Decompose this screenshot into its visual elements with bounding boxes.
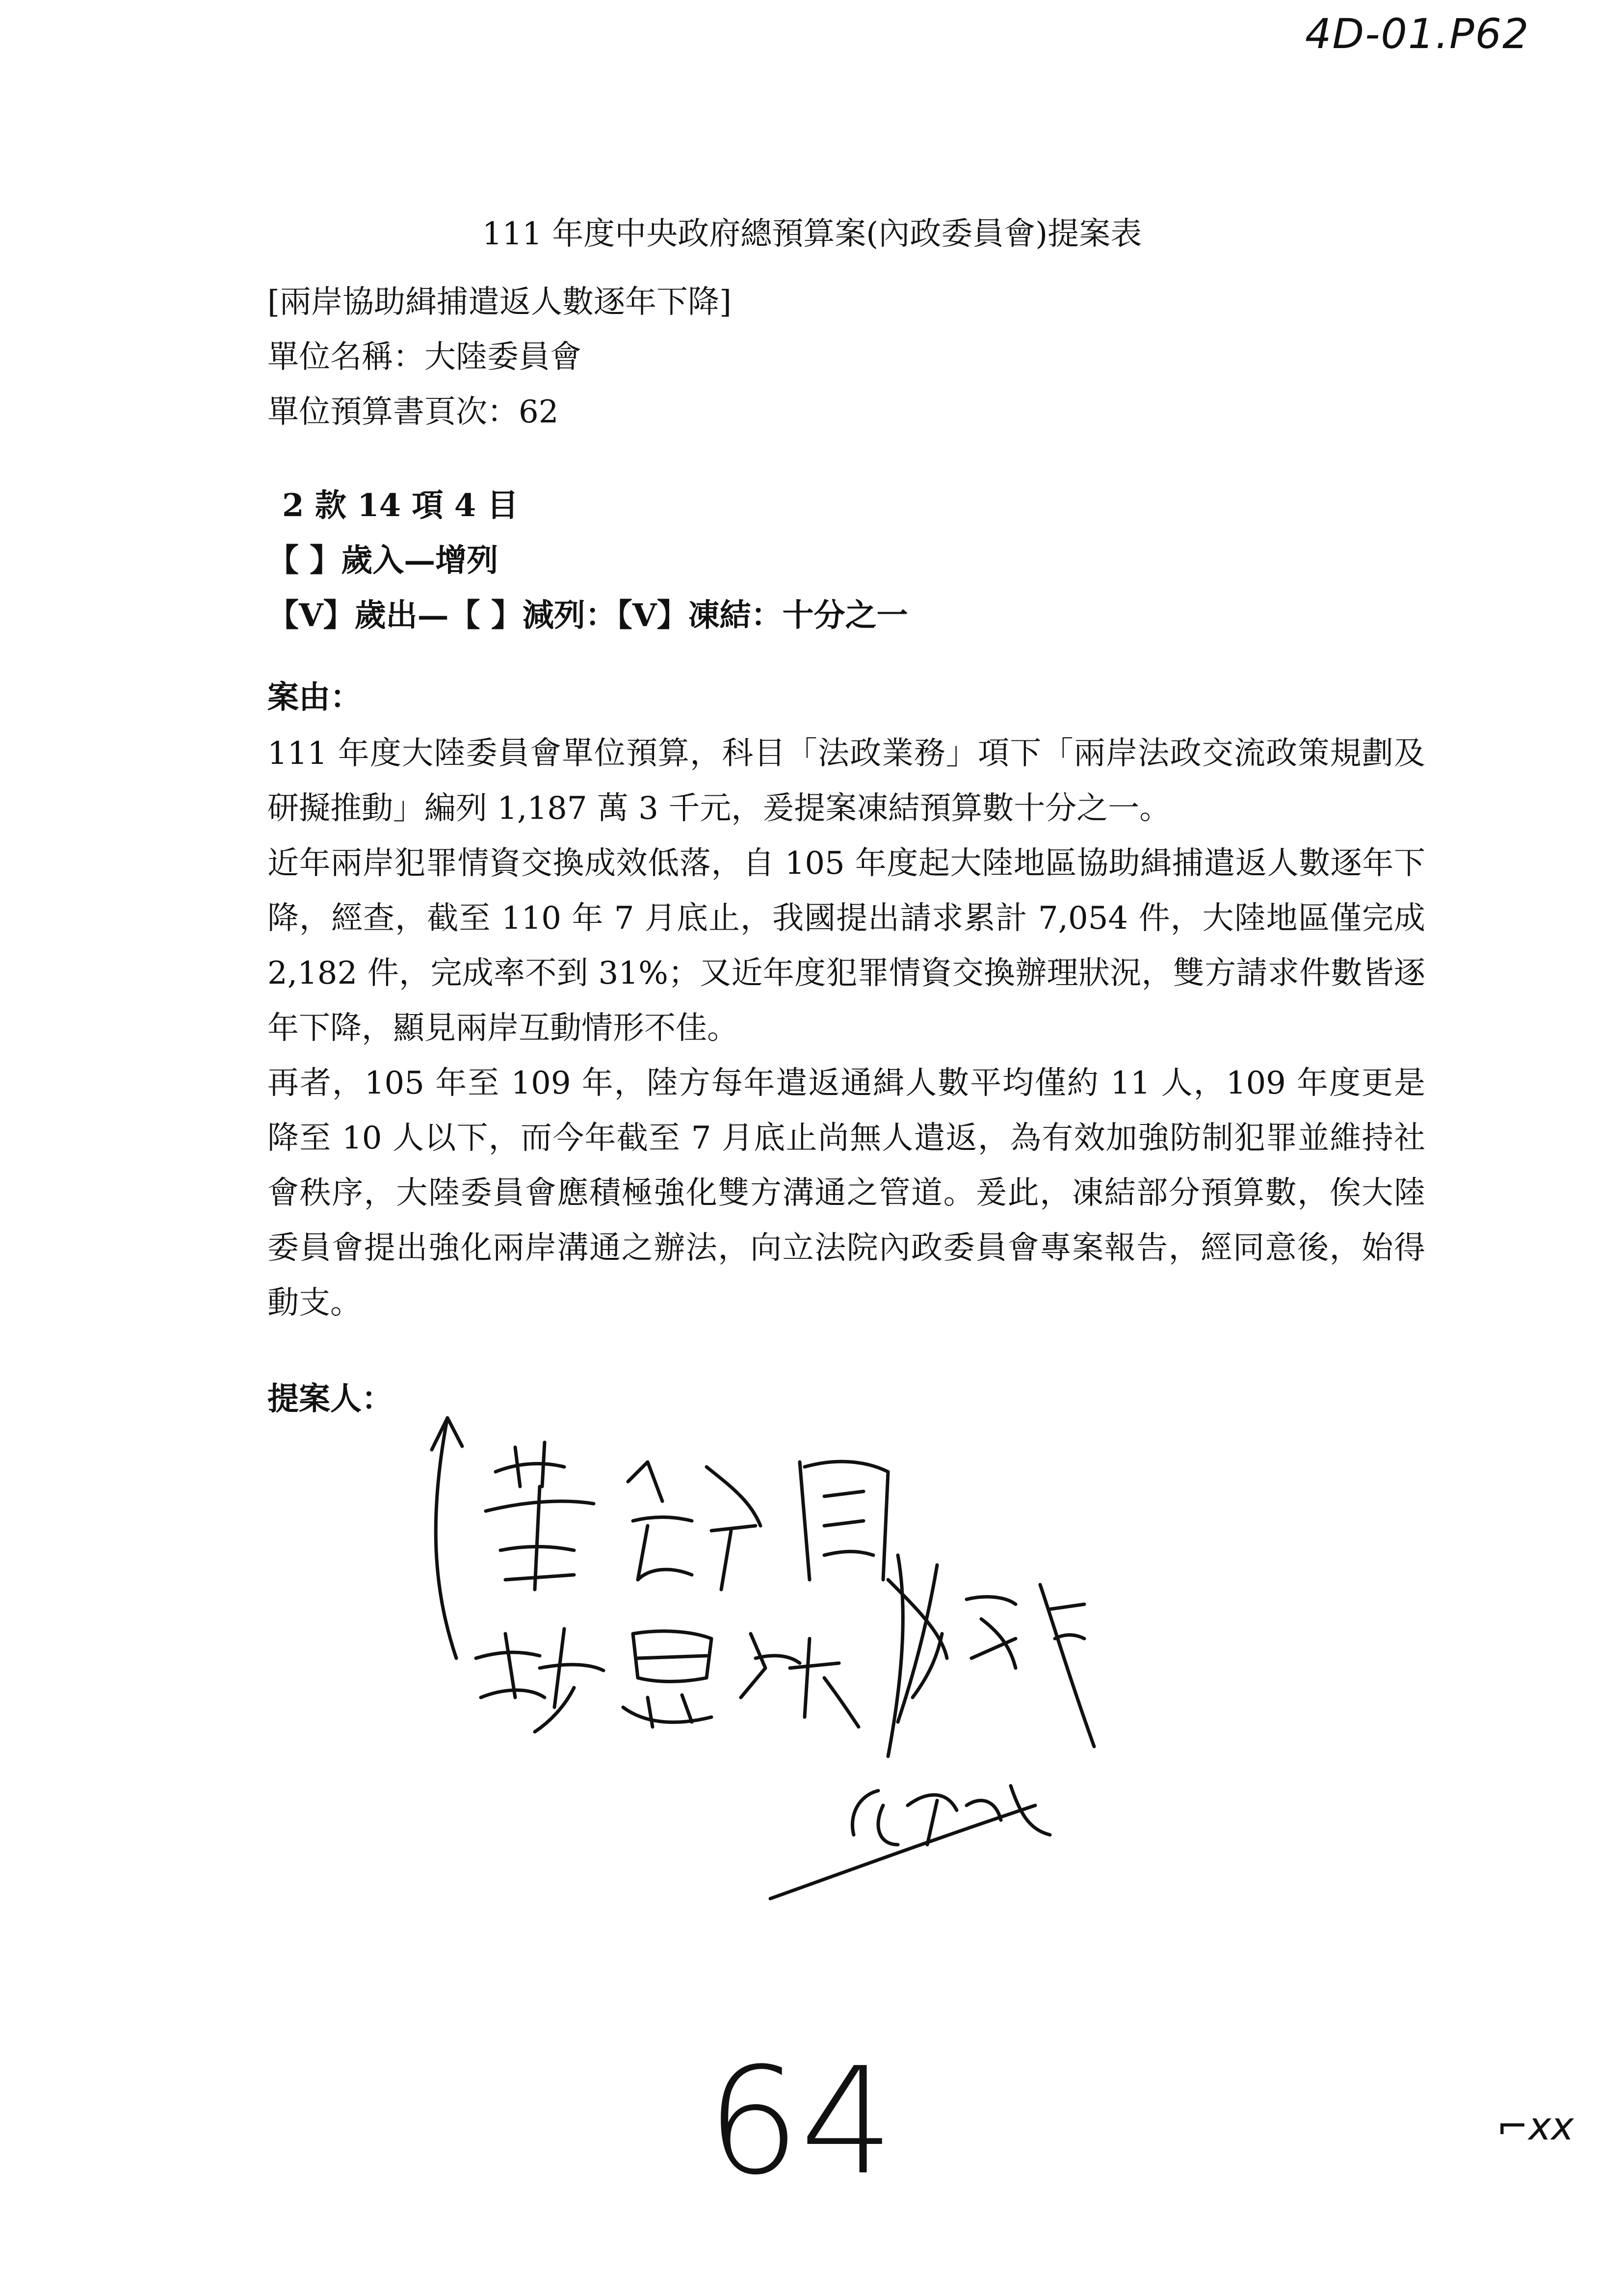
handwritten-page-number: 64: [707, 2036, 894, 2207]
page-title: 111 年度中央政府總預算案(內政委員會)提案表: [482, 216, 1142, 252]
proposer-signatures: [417, 1403, 1153, 1943]
proposal-header: [267, 275, 732, 440]
item-code: 2 款 14 項 4 目: [282, 487, 519, 524]
reason-heading: 案由：: [267, 679, 362, 716]
proposal-subject: [兩岸協助緝捕遣返人數逐年下降]: [267, 284, 732, 320]
unit-name: 單位名稱：大陸委員會: [267, 339, 581, 375]
reason-paragraph-1: 111 年度大陸委員會單位預算，科目「法政業務」項下「兩岸法政交流政策規劃及研擬推動」編列 1,187 萬 3 千元，爰提案凍結預算數十分之一。: [267, 735, 1425, 827]
reason-body: [267, 726, 1425, 1331]
handwritten-corner-note: 4D-01.P62: [1305, 10, 1530, 58]
budget-classification: [267, 478, 908, 643]
reason-paragraph-3: 再者，105 年至 109 年，陸方每年遣返通緝人數平均僅約 11 人，109 年度更是降至 10 人以下，而今年截至 7 月底止尚無人遣返，為有效加強防制犯罪並維持社會秩序，大陸委員會應積極強化雙方溝通之管道。爰此，凍結部分預算數，俟大陸委員會提出強化兩岸溝通之辦法，向立法院內政委員會專案報告，經同意後，始得動支。: [267, 1065, 1425, 1321]
revenue-line: 【 】歲入—增列: [267, 542, 498, 579]
proposer-heading: 提案人：: [267, 1381, 393, 1417]
expenditure-line: 【V】歲出—【 】減列：【V】凍結：十分之一: [267, 597, 908, 634]
handwritten-corner-mark: ⌐xx: [1496, 2105, 1574, 2149]
budget-page-ref: 單位預算書頁次：62: [267, 394, 559, 430]
handwritten-signatures: [417, 1403, 1153, 1943]
reason-paragraph-2: 近年兩岸犯罪情資交換成效低落，自 105 年度起大陸地區協助緝捕遣返人數逐年下降，經查，截至 110 年 7 月底止，我國提出請求累計 7,054 件，大陸地區僅完成 2,182 件，完成率不到 31%；又近年度犯罪情資交換辦理狀況，雙方請求件數皆逐年下降，顯見兩岸互動情形不佳。: [267, 845, 1425, 1046]
